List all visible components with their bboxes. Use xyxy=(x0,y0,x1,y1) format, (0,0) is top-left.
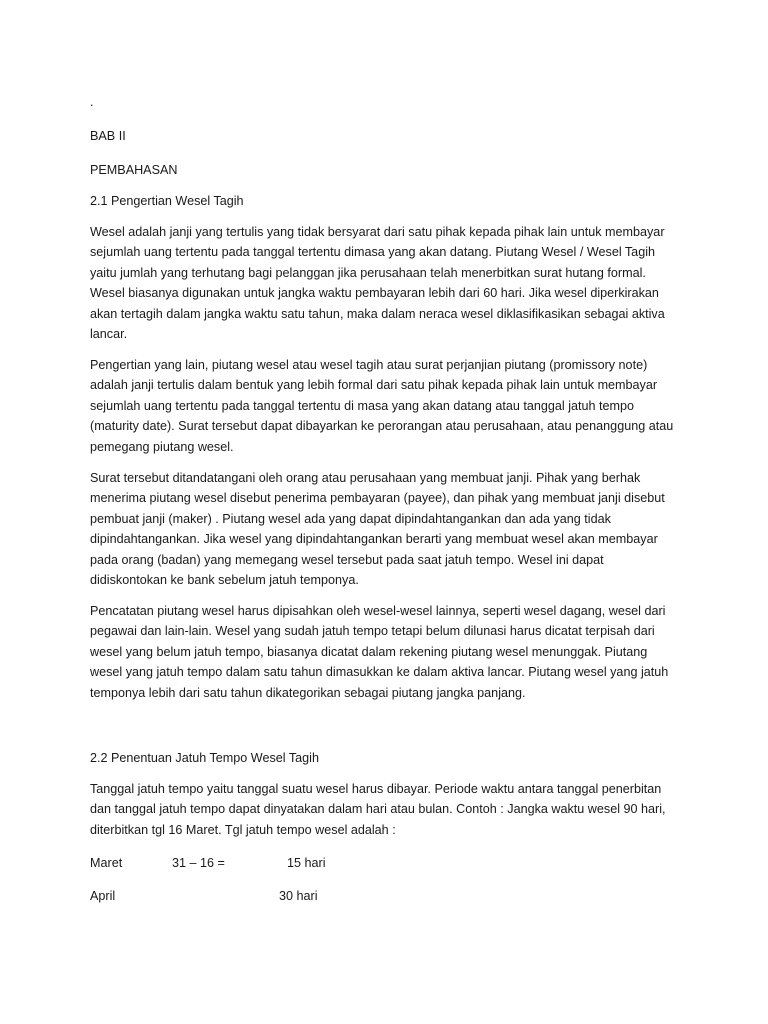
paragraph-line: pembuat janji (maker) . Piutang wesel ada yang dapat dipindahtangankan dan ada yang tidak xyxy=(90,511,611,526)
paragraph-line: diterbitkan tgl 16 Maret. Tgl jatuh tempo wesel adalah : xyxy=(90,822,396,837)
paragraph-1 xyxy=(90,222,690,344)
paragraph-5 xyxy=(90,779,690,840)
paragraph-line: (maturity date). Surat tersebut dapat dibayarkan ke perorangan atau perusahaan, atau penanggung atau xyxy=(90,419,674,434)
paragraph-line: Pencatatan piutang wesel harus dipisahkan oleh wesel-wesel lainnya, seperti wesel dagang, wesel dari xyxy=(90,604,666,618)
paragraph-2 xyxy=(90,355,690,457)
paragraph-line: Pengertian yang lain, piutang wesel atau wesel tagih atau surat perjanjian piutang (promissory note) xyxy=(90,358,648,372)
paragraph-line: Tanggal jatuh tempo yaitu tanggal suatu wesel harus dibayar. Periode waktu antara tanggal penerbitan xyxy=(90,782,662,796)
paragraph-line: dipindahtangankan. Jika wesel yang dipindahtangankan berarti yang membuat wesel akan membayar xyxy=(90,532,658,547)
paragraph-line: pemegang piutang wesel. xyxy=(90,439,234,454)
calc-row-formula: 31 – 16 = xyxy=(172,856,225,870)
paragraph-line: menerima piutang wesel disebut penerima pembayaran (payee), dan pihak yang membuat janji disebut xyxy=(90,491,665,506)
paragraph-line: Wesel biasanya digunakan untuk jangka waktu pembayaran lebih dari 60 hari. Jika wesel diperkirakan xyxy=(90,286,659,301)
paragraph-line: wesel yang jatuh tempo dalam satu tahun dimasukkan ke dalam aktiva lancar. Piutang wesel yang jatuh xyxy=(90,665,669,680)
chapter-title: BAB II xyxy=(90,129,126,143)
paragraph-line: didiskontokan ke bank sebelum jatuh temponya. xyxy=(90,573,359,588)
paragraph-line: yaitu jumlah yang terhutang bagi pelanggan jika perusahaan telah menerbitkan surat hutang formal. xyxy=(90,265,646,280)
calc-row-days: 30 hari xyxy=(279,889,318,903)
calc-row-month: April xyxy=(90,889,116,903)
paragraph-4 xyxy=(90,601,690,703)
paragraph-line: Wesel adalah janji yang tertulis yang tidak bersyarat dari satu pihak kepada pihak lain untuk membayar xyxy=(90,225,665,239)
section-heading: PEMBAHASAN xyxy=(90,163,178,177)
paragraph-line: lancar. xyxy=(90,327,128,342)
paragraph-line: sejumlah uang tertentu pada tanggal tertentu dimasa yang akan datang. Piutang Wesel / Wesel Tagih xyxy=(90,245,655,260)
paragraph-line: wesel yang belum jatuh tempo, biasanya dicatat dalam rekening piutang wesel menunggak. Piutang xyxy=(90,644,648,659)
paragraph-line: temponya lebih dari satu tahun dikategorikan sebagai piutang jangka panjang. xyxy=(90,685,526,700)
calc-row-days: 15 hari xyxy=(287,856,326,870)
paragraph-line: sejumlah uang tertentu pada tanggal tertentu di masa yang akan datang atau tanggal jatuh tempo xyxy=(90,398,635,413)
paragraph-line: Surat tersebut ditandatangani oleh orang atau perusahaan yang membuat janji. Pihak yang berhak xyxy=(90,471,641,485)
calc-row-month: Maret xyxy=(90,856,123,870)
paragraph-line: dan tanggal jatuh tempo dapat dinyatakan dalam hari atau bulan. Contoh : Jangka waktu wesel 90 hari, xyxy=(90,802,666,817)
paragraph-line: pegawai dan lain-lain. Wesel yang sudah jatuh tempo tetapi belum dilunasi harus dicatat terpisah dari xyxy=(90,624,655,639)
subsection-title-2: 2.2 Penentuan Jatuh Tempo Wesel Tagih xyxy=(90,751,319,765)
leading-dot: . xyxy=(90,95,94,109)
paragraph-line: pada orang (badan) yang memegang wesel tersebut pada saat jatuh tempo. Wesel ini dapat xyxy=(90,552,604,567)
paragraph-line: adalah janji tertulis dalam bentuk yang lebih formal dari satu pihak kepada pihak lain untuk membayar xyxy=(90,378,658,393)
paragraph-line: akan tertagih dalam jangka waktu satu tahun, maka dalam neraca wesel diklasifikasikan sebagai aktiva xyxy=(90,306,665,321)
paragraph-3 xyxy=(90,468,690,590)
subsection-title-1: 2.1 Pengertian Wesel Tagih xyxy=(90,194,244,208)
